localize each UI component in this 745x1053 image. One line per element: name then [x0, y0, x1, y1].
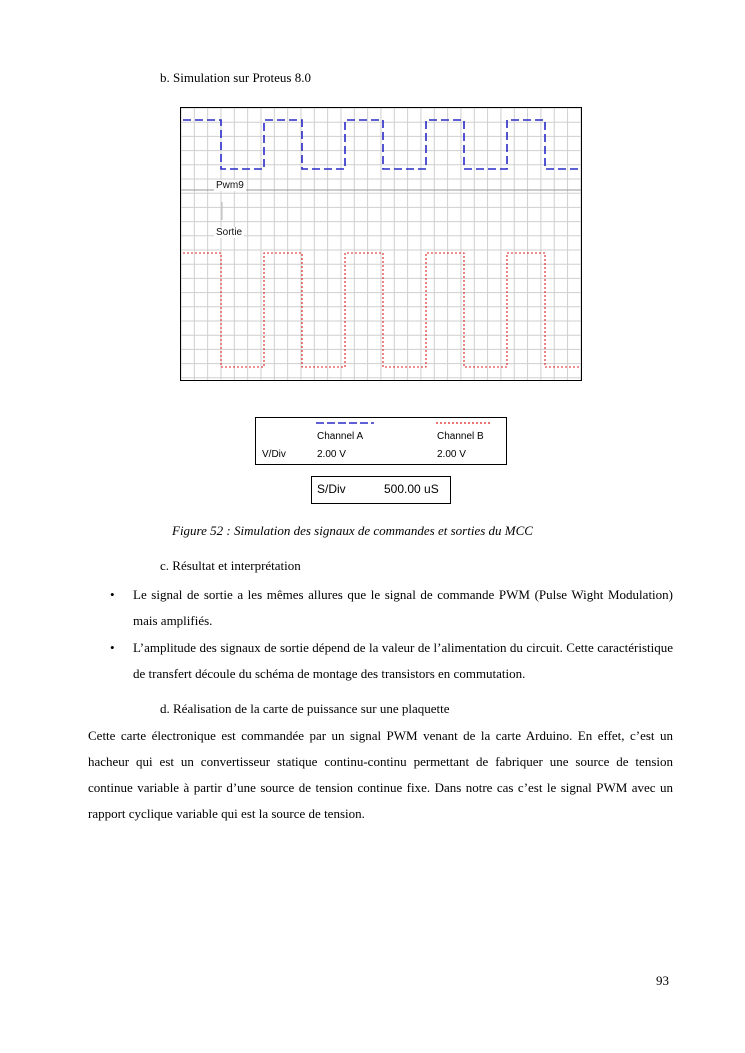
oscilloscope-plot [181, 108, 581, 380]
legend-line-samples [316, 420, 506, 426]
channel-a-name: Channel A [317, 431, 364, 442]
bullet-icon: • [110, 640, 115, 655]
bullet-text: L’amplitude des signaux de sortie dépend de la valeur de l’alimentation du circuit. Cette caractéristique de transfert découle du schéma de montage des transistors en commutation. [133, 640, 673, 681]
section-c-heading: c. Résultat et interprétation [160, 558, 301, 573]
channel-legend [255, 417, 507, 465]
pwm9-label: Pwm9 [216, 180, 244, 191]
sdiv-label: S/Div [317, 482, 346, 496]
bullet-text: Le signal de sortie a les mêmes allures que le signal de commande PWM (Pulse Wight Modulation) mais amplifiés. [133, 587, 673, 628]
section-d-heading: d. Réalisation de la carte de puissance sur une plaquette [160, 701, 450, 716]
interpretation-list [108, 582, 673, 687]
vdiv-label: V/Div [262, 449, 286, 460]
section-b-heading: b. Simulation sur Proteus 8.0 [160, 70, 311, 85]
channel-b-name: Channel B [437, 431, 484, 442]
sortie-label: Sortie [216, 227, 243, 238]
body-paragraph: Cette carte électronique est commandée par un signal PWM venant de la carte Arduino. En effet, c’est un hacheur qui est un convertisseur statique continu-continu permettant de fabriquer une source de tension continue variable à partir d’une source de tension continue fixe. Dans notre cas c’est le signal PWM avec un rapport cyclique variable qui est la source de tension. [88, 728, 673, 821]
sdiv-value: 500.00 uS [384, 482, 439, 496]
channel-a-pwm-trace [183, 120, 581, 169]
timebase-box [311, 476, 451, 504]
list-item [108, 635, 673, 687]
channel-b-vdiv: 2.00 V [437, 449, 466, 460]
bullet-icon: • [110, 587, 115, 602]
oscilloscope-display [180, 107, 582, 381]
figure-caption: Figure 52 : Simulation des signaux de commandes et sorties du MCC [172, 523, 533, 538]
page-number: 93 [656, 973, 669, 988]
channel-a-vdiv: 2.00 V [317, 449, 346, 460]
list-item [108, 582, 673, 634]
